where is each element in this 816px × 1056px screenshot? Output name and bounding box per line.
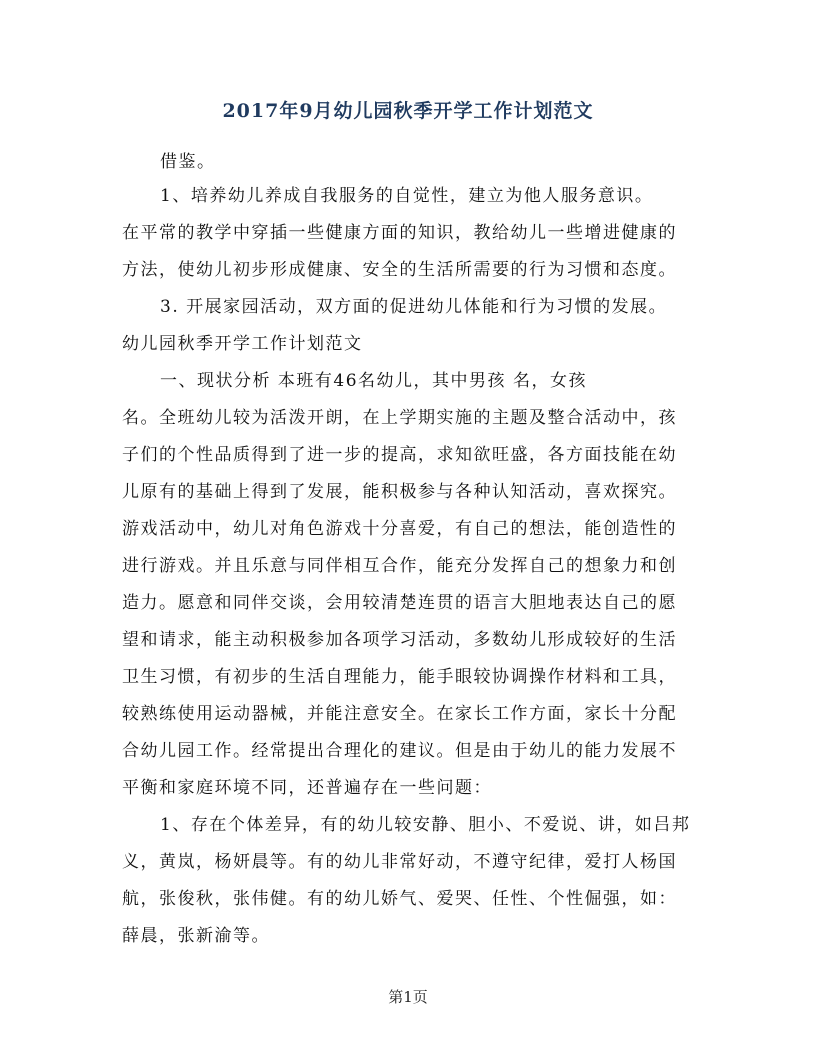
document-title: 2017年9月幼儿园秋季开学工作计划范文 — [222, 100, 594, 122]
paragraph-line: 较熟练使用运动器械，并能注意安全。在家长工作方面，家长十分配 — [122, 704, 677, 724]
paragraph-line: 1、存在个体差异，有的幼儿较安静、胆小、不爱说、讲，如吕邦 — [160, 815, 691, 835]
paragraph-line: 名。全班幼儿较为活泼开朗，在上学期实施的主题及整合活动中，孩 — [122, 408, 677, 428]
paragraph-line: 儿原有的基础上得到了发展，能积极参与各种认知活动，喜欢探究。 — [122, 482, 677, 502]
paragraph-line: 平衡和家庭环境不同，还普遍存在一些问题： — [122, 778, 492, 798]
paragraph-line: 进行游戏。并且乐意与同伴相互合作，能充分发挥自己的想象力和创 — [122, 556, 677, 576]
section-heading: 幼儿园秋季开学工作计划范文 — [122, 334, 363, 354]
paragraph-line: 借鉴。 — [160, 152, 216, 172]
paragraph-line: 造力。愿意和同伴交谈，会用较清楚连贯的语言大胆地表达自己的愿 — [122, 593, 677, 613]
paragraph-line: 游戏活动中，幼儿对角色游戏十分喜爱，有自己的想法，能创造性的 — [122, 519, 677, 539]
paragraph-line: 薛晨，张新渝等。 — [122, 926, 270, 946]
paragraph-line: 子们的个性品质得到了进一步的提高，求知欲旺盛，各方面技能在幼 — [122, 445, 677, 465]
paragraph-line: 合幼儿园工作。经常提出合理化的建议。但是由于幼儿的能力发展不 — [122, 741, 677, 761]
paragraph-line: 一、现状分析 本班有46名幼儿，其中男孩 名，女孩 — [160, 371, 587, 391]
paragraph-line: 在平常的教学中穿插一些健康方面的知识，教给幼儿一些增进健康的 — [122, 223, 677, 243]
paragraph-line: 方法，使幼儿初步形成健康、安全的生活所需要的行为习惯和态度。 — [122, 260, 677, 280]
paragraph-line: 卫生习惯，有初步的生活自理能力，能手眼较协调操作材料和工具， — [122, 667, 677, 687]
page-number: 第1页 — [388, 988, 428, 1006]
paragraph-line: 望和请求，能主动积极参加各项学习活动，多数幼儿形成较好的生活 — [122, 630, 677, 650]
paragraph-line: 3. 开展家园活动，双方面的促进幼儿体能和行为习惯的发展。 — [160, 297, 668, 317]
paragraph-line: 1、培养幼儿养成自我服务的自觉性，建立为他人服务意识。 — [160, 186, 654, 206]
paragraph-line: 义，黄岚，杨妍晨等。有的幼儿非常好动，不遵守纪律，爱打人杨国 — [122, 852, 677, 872]
paragraph-line: 航，张俊秋，张伟健。有的幼儿娇气、爱哭、任性、个性倔强，如： — [122, 889, 677, 909]
